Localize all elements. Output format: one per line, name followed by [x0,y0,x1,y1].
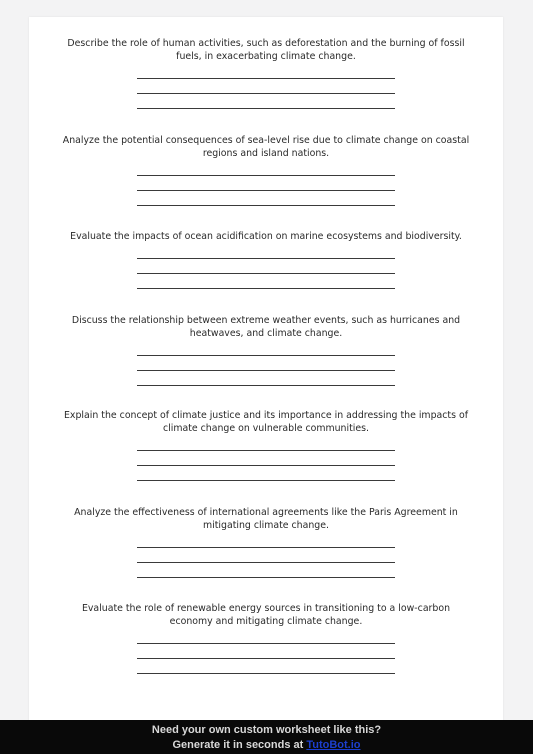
answer-line[interactable] [137,341,395,356]
answer-line[interactable] [137,259,395,274]
answer-line[interactable] [137,191,395,206]
question-5: Explain the concept of climate justice and its importance in addressing the impacts of climate change on vulnerable communities. [64,410,468,434]
promo-subline [0,738,533,753]
answer-lines-5 [137,436,395,481]
promo-subline-text: Generate it in seconds at [172,739,307,751]
answer-line[interactable] [137,644,395,659]
answer-line[interactable] [137,176,395,191]
answer-lines-6 [137,533,395,578]
answer-line[interactable] [137,659,395,674]
answer-line[interactable] [137,274,395,289]
question-3: Evaluate the impacts of ocean acidification on marine ecosystems and biodiversity. [70,231,462,242]
answer-lines-2 [137,161,395,206]
question-4: Discuss the relationship between extreme weather events, such as hurricanes and heatwaves, and climate change. [71,315,461,339]
answer-line[interactable] [137,436,395,451]
question-1: Describe the role of human activities, such as deforestation and the burning of fossil fuels, in exacerbating climate change. [67,38,465,62]
answer-line[interactable] [137,548,395,563]
answer-lines-4 [137,341,395,386]
promo-footer-banner [0,720,533,754]
answer-line[interactable] [137,161,395,176]
answer-line[interactable] [137,371,395,386]
answer-line[interactable] [137,356,395,371]
tutobot-link[interactable]: TutoBot.io [306,739,361,751]
answer-line[interactable] [137,466,395,481]
question-2: Analyze the potential consequences of sea-level rise due to climate change on coastal regions and island nations. [62,135,470,159]
answer-lines-1 [137,64,395,109]
answer-line[interactable] [137,79,395,94]
answer-line[interactable] [137,629,395,644]
question-6: Analyze the effectiveness of international agreements like the Paris Agreement in mitigating climate change. [74,507,458,531]
answer-lines-3 [137,244,395,289]
answer-line[interactable] [137,563,395,578]
answer-line[interactable] [137,64,395,79]
answer-line[interactable] [137,533,395,548]
answer-line[interactable] [137,451,395,466]
promo-headline: Need your own custom worksheet like this? [151,724,382,736]
answer-line[interactable] [137,94,395,109]
answer-line[interactable] [137,244,395,259]
worksheet-page [29,17,503,735]
answer-lines-7 [137,629,395,674]
question-7: Evaluate the role of renewable energy sources in transitioning to a low-carbon economy and mitigating climate change. [81,603,451,627]
